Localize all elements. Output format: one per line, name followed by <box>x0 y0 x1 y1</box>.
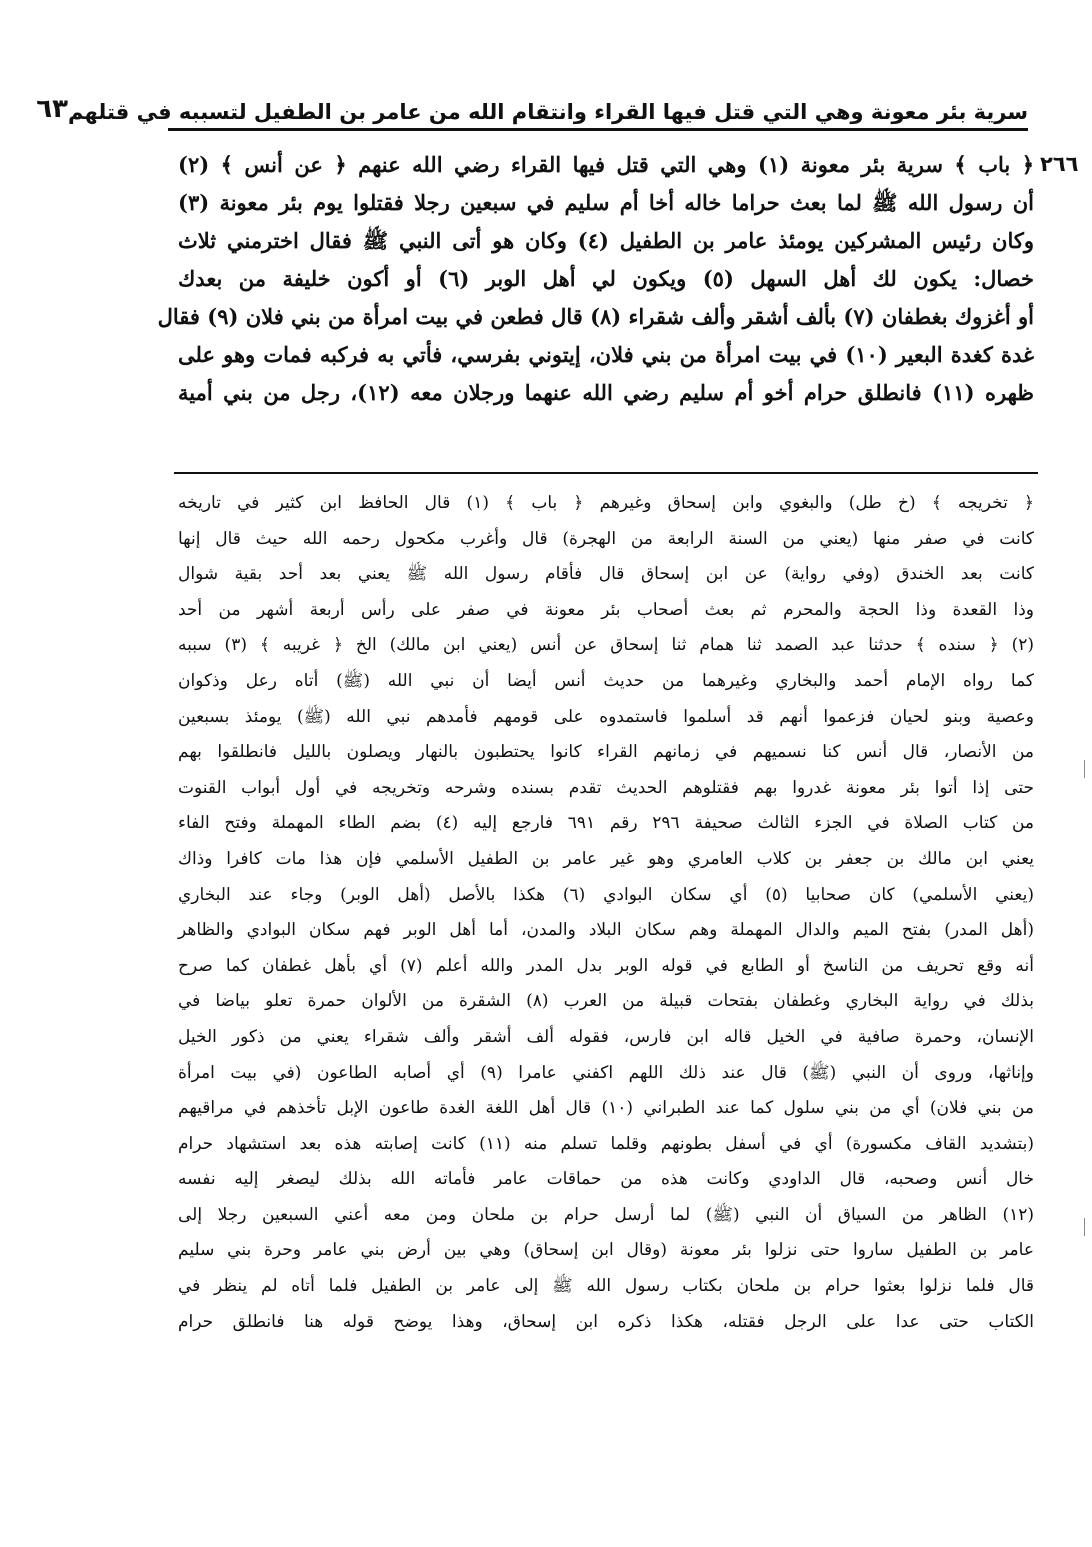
footnote-line: (يعني الأسلمي) كان صحابيا (٥) أي سكان البوادي (٦) هكذا بالأصل (أهل الوبر) وجاء عند البخاري <box>178 884 1034 905</box>
hadith-number: ٢٦٦ <box>1040 152 1079 176</box>
footnote-line: (بتشديد القاف مكسورة) أي في أسفل بطونهم وقلما تسلم منه (١١) كانت إصابته هذه بعد استشهاد حرام <box>178 1133 1035 1154</box>
running-title: سرية بئر معونة وهي التي قتل فيها القراء وانتقام الله من عامر بن الطفيل لتسببه في قتلهم <box>68 100 1028 124</box>
footnote-line: أنه وقع تحريف من الناسخ أو الطابع في قوله الوبر بدل المدر والله أعلم (٧) أي بأهل غطفان كما صرح <box>178 955 1035 976</box>
footnote-line: خال أنس وصحبه، قال الداودي وكانت هذه من حماقات عامر فأماته الله بذلك ليصغر إليه نفسه <box>178 1169 1034 1190</box>
footnote-separator <box>174 472 1038 474</box>
footnote-line: كما رواه الإمام أحمد والبخاري وغيرهما من حديث أنس أيضا أن نبي الله (ﷺ) أتاه رعل وذكوان <box>178 670 1034 691</box>
footnote-line: وعصية وبنو لحيان فزعموا أنهم قد أسلموا فاستمدوه على قومهم فأمدهم نبي الله (ﷺ) يومئذ بسبعين <box>178 706 1034 727</box>
footnote-line: الكتاب حتى عدا على الرجل فقتله، هكذا ذكره ابن إسحاق، وهذا يوضح قوله هنا فانطلق حرام <box>178 1311 1034 1332</box>
footnote-line: حتى إذا أتوا بئر معونة غدروا بهم فقتلوهم الحديث تقدم بسنده وشرحه وتخريجه في أول أبواب القنوت <box>178 777 1034 798</box>
page-number: ٦٣ <box>36 94 69 124</box>
main-text-line: خصال: يكون لك أهل السهل (٥) ويكون لي أهل الوبر (٦) أو أكون خليفة من بعدك <box>178 266 1034 291</box>
footnote-line: ﴿ تخريجه ﴾ (خ طل) والبغوي وابن إسحاق وغيرهم ﴿ باب ﴾ (١) قال الحافظ ابن كثير في تاريخه <box>178 493 1034 513</box>
main-text-line: وكان رئيس المشركين يومئذ عامر بن الطفيل (٤) وكان هو أتى النبي ﷺ فقال اخترمني ثلاث <box>178 228 1035 253</box>
main-text-line: غدة كغدة البعير (١٠) في بيت امرأة من بني فلان، إيتوني بفرسي، فأتي به فركبه فمات وهو على <box>178 342 1035 367</box>
footnotes <box>178 486 1034 1340</box>
footnote-line: (أهل المدر) بفتح الميم والدال المهملة وهم سكان البلاد والمدن، أما أهل الوبر فهم سكان البوادي والظاهر <box>178 920 1034 941</box>
main-text-line: أن رسول الله ﷺ لما بعث حراما خاله أخا أم سليم في سبعين رجلا فقتلوا يوم بئر معونة (٣) <box>178 190 1034 215</box>
footnote-line: يعني ابن مالك بن جعفر بن كلاب العامري وهو غير عامر بن الطفيل الأسلمي فإن هذا مات كافرا وذاك <box>178 848 1034 869</box>
running-header <box>36 80 1028 124</box>
margin-mark <box>1084 760 1085 778</box>
margin-mark <box>1084 1218 1085 1236</box>
footnote-line: بذلك في رواية البخاري وغطفان بفتحات قبيلة من العرب (٨) الشقرة من الألوان حمرة تعلو بياضا في <box>178 991 1034 1012</box>
header-rule <box>168 128 1028 131</box>
footnote-line: كانت في صفر منها (يعني من السنة الرابعة من الهجرة) قال وأغرب مكحول رحمه الله حيث قال إنها <box>178 528 1034 549</box>
footnote-line: (٢) ﴿ سنده ﴾ حدثنا عبد الصمد ثنا همام ثنا إسحاق عن أنس (يعني ابن مالك) الخ ﴿ غريبه ﴾ (٣) سببه <box>178 635 1034 656</box>
footnote-line: من كتاب الصلاة في الجزء الثالث صحيفة ٢٩٦ رقم ٦٩١ فارجع إليه (٤) بضم الطاء المهملة وفتح الفاء <box>178 813 1034 834</box>
main-text-line: أو أغزوك بغطفان (٧) بألف أشقر وألف شقراء (٨) قال فطعن في بيت امرأة من بني فلان (٩) فقال <box>157 304 1034 329</box>
main-text-line: ﴿ باب ﴾ سرية بئر معونة (١) وهي التي قتل فيها القراء رضي الله عنهم ﴿ عن أنس ﴾ (٢) <box>178 152 1034 177</box>
footnote-line: الإنسان، وحمرة صافية في الخيل قاله ابن فارس، فقوله ألف أشقر وألف شقراء يعني من ذكور الخيل <box>178 1026 1034 1047</box>
footnote-line: من الأنصار، قال أنس كنا نسميهم في زمانهم القراء كانوا يحتطبون بالنهار ويصلون بالليل فانطلقوا بهم <box>178 742 1034 763</box>
main-text-line: ظهره (١١) فانطلق حرام أخو أم سليم رضي الله عنهما ورجلان معه (١٢)، رجل من بني أمية <box>178 380 1034 405</box>
footnote-line: (١٢) الظاهر من السياق أن النبي (ﷺ) لما أرسل حرام بن ملحان ومن معه أعني السبعين رجلا إلى <box>178 1204 1034 1225</box>
footnote-line: قال فلما نزلوا بعثوا حرام بن ملحان بكتاب رسول الله ﷺ إلى عامر بن الطفيل فلما أتاه لم ينظر في <box>178 1276 1034 1297</box>
footnote-line: وإناثها، وروى أن النبي (ﷺ) قال عند ذلك اللهم اكفني عامرا (٩) أي أصابه الطاعون (في بيت امرأة <box>178 1062 1034 1083</box>
main-text <box>157 146 1035 412</box>
footnote-line: كانت بعد الخندق (وفي رواية) عن ابن إسحاق قال فأقام رسول الله ﷺ يعني بعد أحد بقية شوال <box>178 564 1034 585</box>
footnote-line: من بني فلان) أي من بني سلول كما عند الطبراني (١٠) قال أهل اللغة الغدة طاعون الإبل تأخذهم في مراقيهم <box>178 1098 1034 1119</box>
footnote-line: وذا القعدة وذا الحجة والمحرم ثم بعث أصحاب بئر معونة في صفر على رأس أربعة أشهر من أحد <box>178 599 1034 620</box>
footnote-line: عامر بن الطفيل ساروا حتى نزلوا بئر معونة (وقال ابن إسحاق) وهي بين أرض بني عامر وحرة بني سليم <box>178 1240 1034 1261</box>
